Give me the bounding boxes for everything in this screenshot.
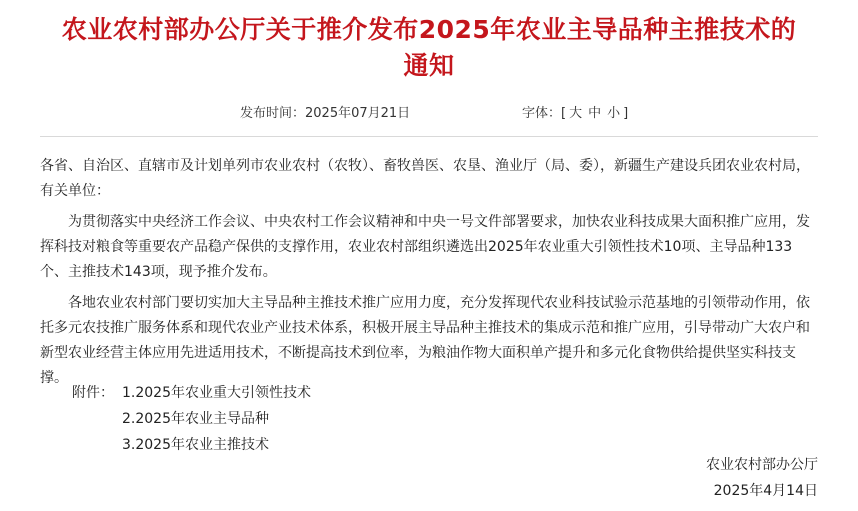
body-paragraph-1: 为贯彻落实中央经济工作会议、中央农村工作会议精神和中央一号文件部署要求，加快农业科技成果大面积推广应用，发挥科技对粮食等重要农产品稳产保供的支撑作用，农业农村部组织遴选出2025年农业重大引领性技术10项、主导品种133个、主推技术143项，现予推介发布。 bbox=[40, 214, 810, 280]
article-body bbox=[40, 154, 818, 397]
article-title bbox=[0, 12, 858, 84]
article-title-line-1: 农业农村部办公厅关于推介发布2025年农业主导品种主推技术的 bbox=[61, 15, 797, 44]
article-meta bbox=[0, 102, 858, 120]
attachment-link-2[interactable]: 2.2025年农业主导品种 bbox=[122, 411, 269, 427]
font-size-large-button[interactable]: 大 bbox=[569, 106, 583, 121]
signature-org: 农业农村部办公厅 bbox=[706, 457, 818, 473]
article-title-line-2: 通知 bbox=[403, 51, 455, 80]
font-size-medium-button[interactable]: 中 bbox=[588, 106, 602, 121]
attachment-link-1[interactable]: 1.2025年农业重大引领性技术 bbox=[122, 385, 311, 401]
publish-info bbox=[240, 102, 410, 121]
salutation: 各省、自治区、直辖市及计划单列市农业农村（农牧）、畜牧兽医、农垦、渔业厅（局、委），新疆生产建设兵团农业农村局，有关单位： bbox=[40, 158, 810, 199]
signature-block bbox=[706, 452, 818, 504]
font-bracket-open: [ bbox=[561, 106, 567, 121]
signature-date: 2025年4月14日 bbox=[713, 483, 818, 499]
meta-divider bbox=[40, 136, 818, 137]
body-paragraph-2: 各地农业农村部门要切实加大主导品种主推技术推广应用力度，充分发挥现代农业科技试验示范基地的引领带动作用，依托多元农技推广服务体系和现代农业产业技术体系，积极开展主导品种主推技术的集成示范和推广应用，引导带动广大农户和新型农业经营主体应用先进适用技术，不断提高技术到位率，为粮油作物大面积单产提升和多元化食物供给提供坚实科技支撑。 bbox=[40, 295, 810, 386]
attachment-link-3[interactable]: 3.2025年农业主推技术 bbox=[122, 437, 269, 453]
publish-label: 发布时间： bbox=[240, 106, 306, 121]
font-size-label: 字体： bbox=[522, 106, 562, 121]
attachments-label: 附件： bbox=[72, 385, 114, 401]
publish-date: 2025年07月21日 bbox=[305, 106, 411, 121]
font-size-small-button[interactable]: 小 bbox=[607, 106, 621, 121]
font-size-control bbox=[522, 102, 628, 121]
font-bracket-close: ] bbox=[623, 106, 629, 121]
attachments-list bbox=[72, 380, 311, 458]
